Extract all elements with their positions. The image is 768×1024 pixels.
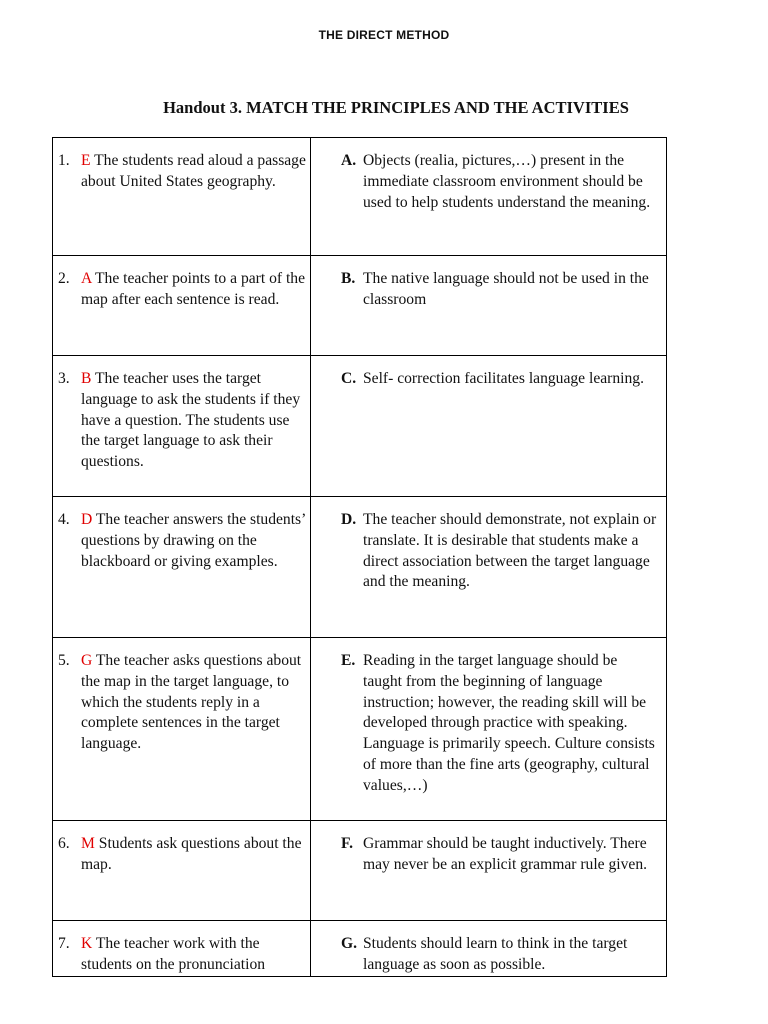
activity-cell xyxy=(53,638,311,821)
item-number: 6. xyxy=(58,835,70,852)
item-number: 2. xyxy=(58,270,70,287)
activity-cell xyxy=(53,356,311,497)
principle-cell xyxy=(311,638,667,821)
principle-cell xyxy=(311,497,667,638)
principle-letter: G. xyxy=(341,935,358,952)
activity-description: The teacher asks questions about the map in the target language, to which the students reply in a complete sentences in the target language. xyxy=(81,652,302,753)
table-row xyxy=(53,356,667,497)
activity-text xyxy=(81,151,306,193)
principle-letter: C. xyxy=(341,370,357,387)
activity-description: The teacher uses the target language to ask the students if they have a question. The students use the target language to ask their questions. xyxy=(81,370,301,471)
activity-cell xyxy=(53,497,311,638)
table-row xyxy=(53,638,667,821)
principle-cell xyxy=(311,256,667,356)
principle-letter: A. xyxy=(341,152,357,169)
principle-text: Students should learn to think in the target language as soon as possible. xyxy=(363,935,628,973)
document-header: THE DIRECT METHOD xyxy=(318,28,450,42)
activity-text xyxy=(81,369,306,473)
activity-text xyxy=(81,834,306,876)
principle-text: The teacher should demonstrate, not explain or translate. It is desirable that students make a direct association between the target language and the meaning. xyxy=(363,511,657,591)
activity-text xyxy=(81,651,306,755)
item-number: 4. xyxy=(58,511,70,528)
principle-text: Grammar should be taught inductively. There may never be an explicit grammar rule given. xyxy=(363,835,648,873)
table-row xyxy=(53,138,667,256)
principle-cell xyxy=(311,821,667,921)
table-row xyxy=(53,497,667,638)
activity-cell xyxy=(53,256,311,356)
handout-title: Handout 3. MATCH THE PRINCIPLES AND THE ACTIVITIES xyxy=(163,98,629,117)
answer-letter: G xyxy=(81,652,93,669)
activity-description: The teacher points to a part of the map after each sentence is read. xyxy=(81,270,306,308)
answer-letter: E xyxy=(81,152,91,169)
principle-text: Self- correction facilitates language learning. xyxy=(363,370,644,387)
activity-cell xyxy=(53,921,311,977)
activity-text xyxy=(81,934,306,976)
answer-letter: K xyxy=(81,935,93,952)
principle-letter: B. xyxy=(341,270,356,287)
principle-text: The native language should not be used in the classroom xyxy=(363,270,649,308)
principle-text: Objects (realia, pictures,…) present in the immediate classroom environment should be used to help students understand the meaning. xyxy=(363,152,651,211)
principle-text: Reading in the target language should be taught from the beginning of language instruction; however, the reading skill will be developed through practice with speaking. Language is primarily speech. Culture consists of more than the fine arts (geography, cultural values,…) xyxy=(363,652,655,794)
principle-letter: F. xyxy=(341,835,353,852)
activity-description: The students read aloud a passage about United States geography. xyxy=(81,152,306,190)
answer-letter: M xyxy=(81,835,95,852)
activity-text xyxy=(81,269,306,311)
principle-letter: E. xyxy=(341,652,356,669)
activity-description: The teacher work with the students on the pronunciation xyxy=(81,935,266,973)
item-number: 7. xyxy=(58,935,70,952)
item-number: 5. xyxy=(58,652,70,669)
answer-letter: D xyxy=(81,511,93,528)
match-table xyxy=(52,137,667,977)
principle-cell xyxy=(311,356,667,497)
table-row xyxy=(53,821,667,921)
principle-cell xyxy=(311,921,667,977)
item-number: 3. xyxy=(58,370,70,387)
answer-letter: A xyxy=(81,270,92,287)
activity-cell xyxy=(53,138,311,256)
principle-letter: D. xyxy=(341,511,357,528)
principle-cell xyxy=(311,138,667,256)
item-number: 1. xyxy=(58,152,70,169)
activity-description: The teacher answers the students’ questions by drawing on the blackboard or giving examples. xyxy=(81,511,306,570)
activity-text xyxy=(81,510,306,572)
table-row xyxy=(53,256,667,356)
activity-description: Students ask questions about the map. xyxy=(81,835,302,873)
activity-cell xyxy=(53,821,311,921)
table-row xyxy=(53,921,667,977)
answer-letter: B xyxy=(81,370,92,387)
